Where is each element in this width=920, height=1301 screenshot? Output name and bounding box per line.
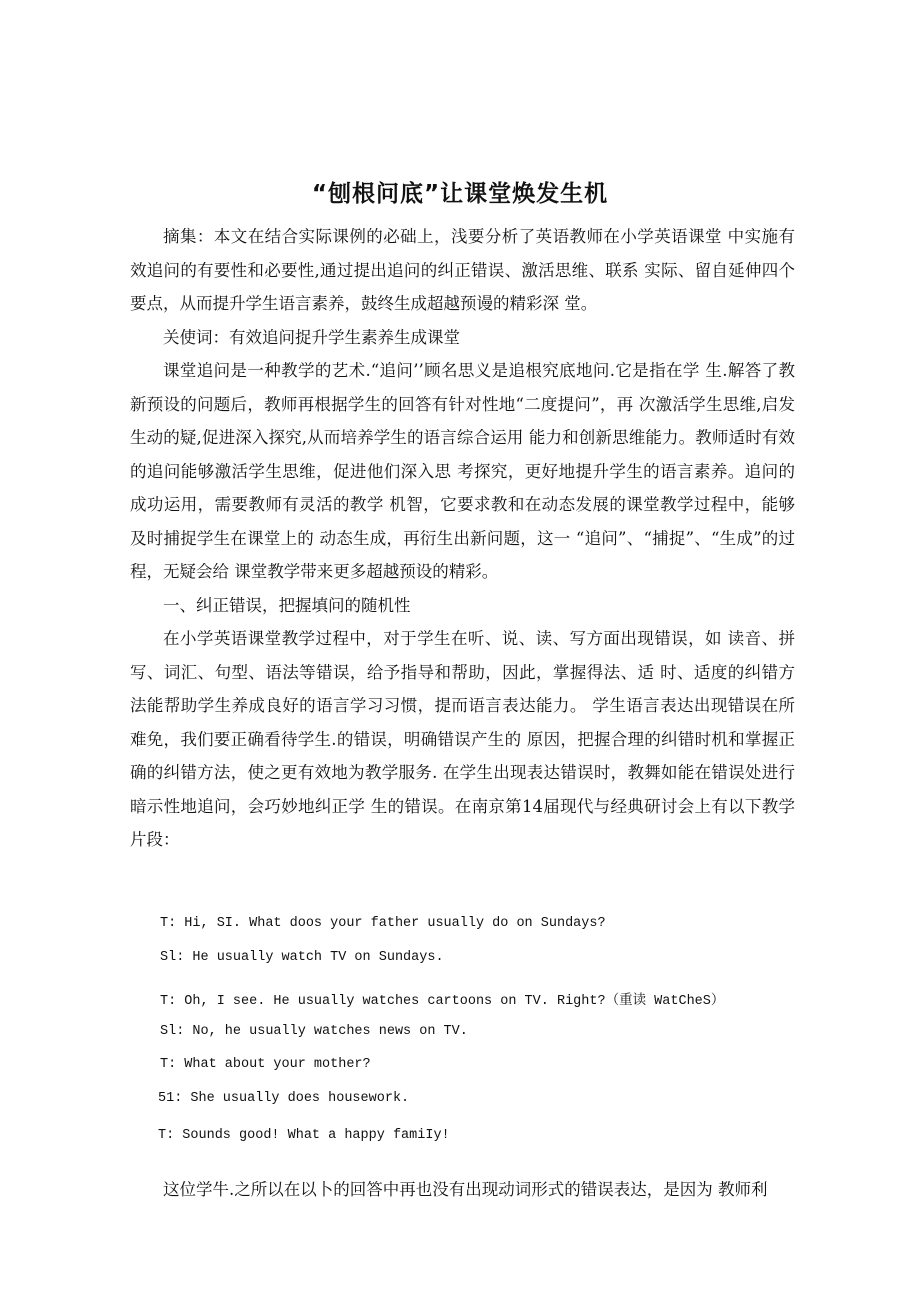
dialogue-line: Sl: He usually watch TV on Sundays. [160, 950, 444, 965]
dialogue-line: T: Oh, I see. He usually watches cartoons on TV. Right?（重读 WatCheS） [160, 994, 725, 1009]
dialogue-line: T: Hi, SI. What doos your father usually do on Sundays? [160, 916, 606, 931]
keywords-paragraph: 关使词：有效追问捉升学生素养生成课堂 [163, 327, 460, 347]
abstract-section [130, 220, 795, 857]
intro-paragraph: 课堂追问是一种教学的艺术.“追问’’顾名思义是追根究底地问.它是指在学 生.解答了教新预设的问题后，教师再根据学生的回答有针对性地“二度提问”，再 次激活学生思维,启发生动的疑,促进深入探究,从而培养学生的语言综合运用 能力和创新思维能力。教师适时有效的追问能够激活学生思维，促进他们深入思 考探究，更好地提升学生的语言素养。追问的成功运用，需要教师有灵活的教学 机智，它要求教和在动态发展的课堂教学过程中，能够及时捕捉学生在课堂上的 动态生成，再衍生出新问题，这一 “追问”、“捕捉”、“生成”的过程，无疑会给 课堂教学带来更多超越预设的精彩。 [130, 361, 795, 581]
section-1-paragraph: 在小学英语课堂教学过程中，对于学生在听、说、读、写方面出现错误，如 读音、拼写、词汇、句型、语法等错误，给予指导和帮助，因此，掌握得法、适 时、适度的纠错方法能帮助学生养成良好的语言学习习惯，提而语言表达能力。 学生语言表达出现错误在所难免，我们要正确看待学生.的错误，明确错误产生的 原因，把握合理的纠错时机和掌握正确的纠错方法，使之更有效地为教学服务. 在学生出现表达错误时，教舞如能在错误处进行暗示性地追问，会巧妙地纠正学 生的错误。在南京第14届现代与经典研讨会上有以下教学片段： [130, 629, 795, 849]
section-heading-1: 一、纠正错误，把握填问的随机性 [163, 595, 411, 615]
closing-paragraph: 这位学牛.之所以在以卜的回答中再也没有出现动词形式的错误表达，是因为 教师利 [163, 1180, 768, 1199]
abstract-paragraph: 摘集：本文在结合实际课例的必础上，浅要分析了英语教师在小学英语课堂 中实施有效追问的有要性和必要性,通过提出追问的纠正错误、激活思维、联系 实际、留自延伸四个要点，从而提升学生语言素养，鼓终生成超越预谩的精彩深 堂。 [130, 227, 795, 313]
dialogue-line: T: What about your mother? [160, 1057, 371, 1072]
dialogue-line: Sl: No, he usually watches news on TV. [160, 1024, 468, 1039]
document-title: “刨根问底”让课堂焕发生机 [311, 181, 609, 207]
dialogue-line: 51: She usually does housework. [158, 1091, 410, 1106]
dialogue-line: T: Sounds good! What a happy famiIy! [158, 1128, 450, 1143]
